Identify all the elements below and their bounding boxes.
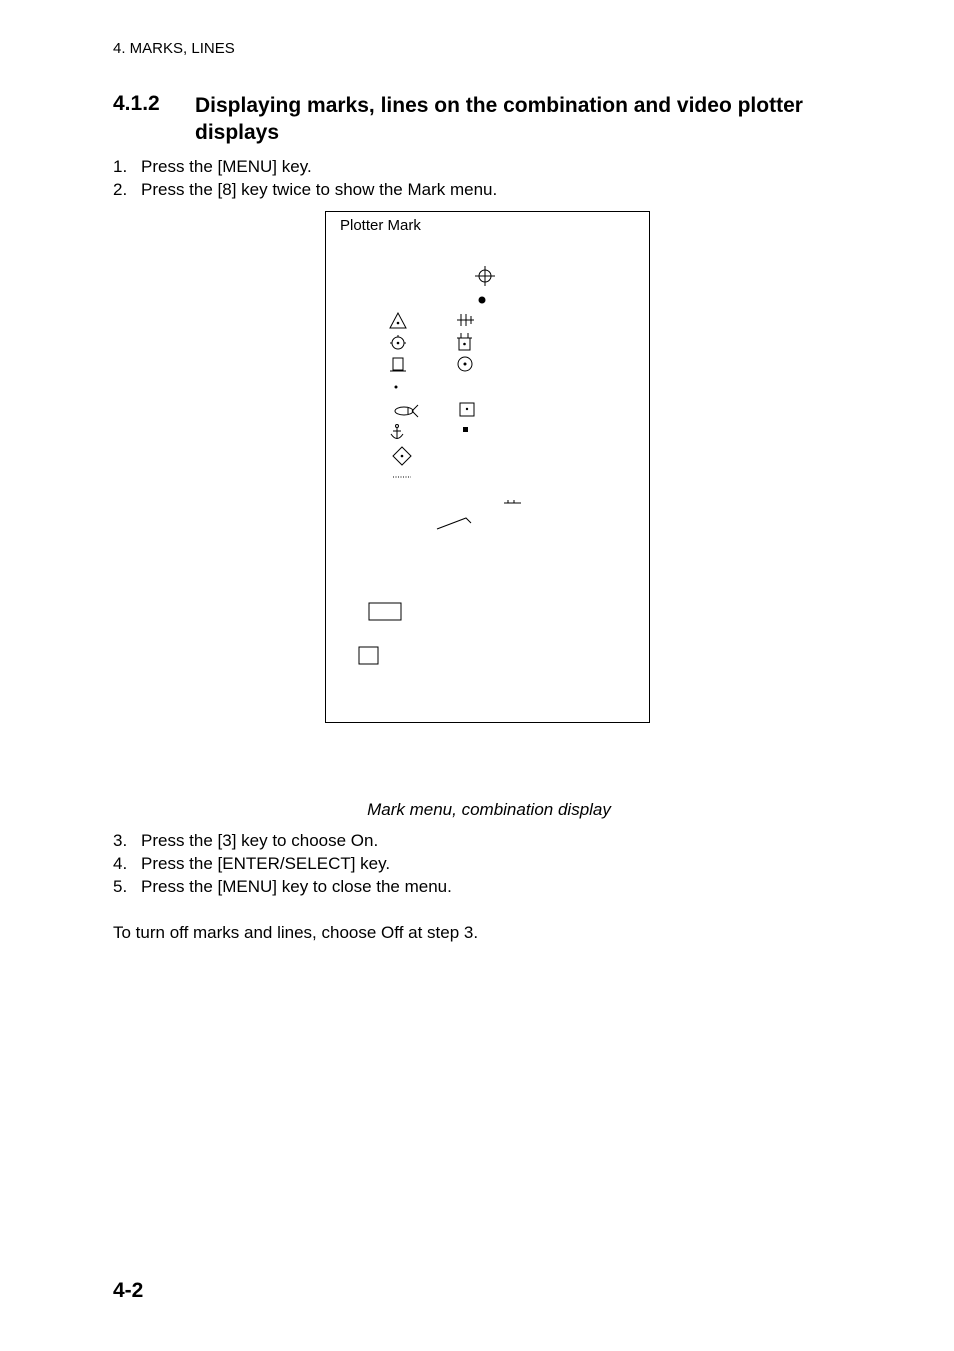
figure-caption: Mark menu, combination display: [367, 800, 611, 819]
anchor-icon: [391, 425, 403, 440]
step-number: 1.: [113, 157, 128, 176]
step-number: 2.: [113, 180, 128, 199]
bent-line-icon: [437, 518, 471, 529]
tower-icon: [457, 333, 472, 350]
triangle-dot-icon: [390, 313, 406, 328]
fish-icon: [395, 405, 418, 417]
section-title: Displaying marks, lines on the combination and video plotter displays: [195, 94, 803, 144]
square-icon: [390, 358, 406, 371]
small-dot-icon: [395, 386, 398, 389]
step-number: 4.: [113, 854, 128, 873]
target-circle-icon: [390, 335, 406, 349]
double-cross-icon: [457, 314, 474, 326]
step-text: Press the [MENU] key.: [141, 157, 312, 176]
step-text: Press the [8] key twice to show the Mark menu.: [141, 180, 498, 199]
mark-symbols: [326, 212, 648, 721]
crosshair-icon: [475, 266, 495, 286]
rectangle-icon: [369, 603, 401, 620]
small-square-icon: [463, 427, 468, 432]
step-text: Press the [3] key to choose On.: [141, 831, 379, 850]
step-number: 5.: [113, 877, 128, 896]
circle-dot-icon: [458, 357, 472, 371]
figure-title: Plotter Mark: [340, 217, 421, 234]
step-text: Press the [MENU] key to close the menu.: [141, 877, 452, 896]
step-number: 3.: [113, 831, 128, 850]
running-header: 4. MARKS, LINES: [113, 40, 235, 57]
filled-dot-icon: [479, 297, 486, 304]
box-icon: [359, 647, 378, 664]
dashed-line-icon: [504, 500, 521, 503]
mark-menu-figure: [325, 211, 650, 723]
note-text: To turn off marks and lines, choose Off at step 3.: [113, 923, 479, 942]
section-number: 4.1.2: [113, 92, 160, 115]
step-text: Press the [ENTER/SELECT] key.: [141, 854, 391, 873]
square-dot-icon: [460, 403, 474, 416]
page-number: 4-2: [113, 1279, 144, 1302]
diamond-dot-icon: [393, 447, 411, 465]
